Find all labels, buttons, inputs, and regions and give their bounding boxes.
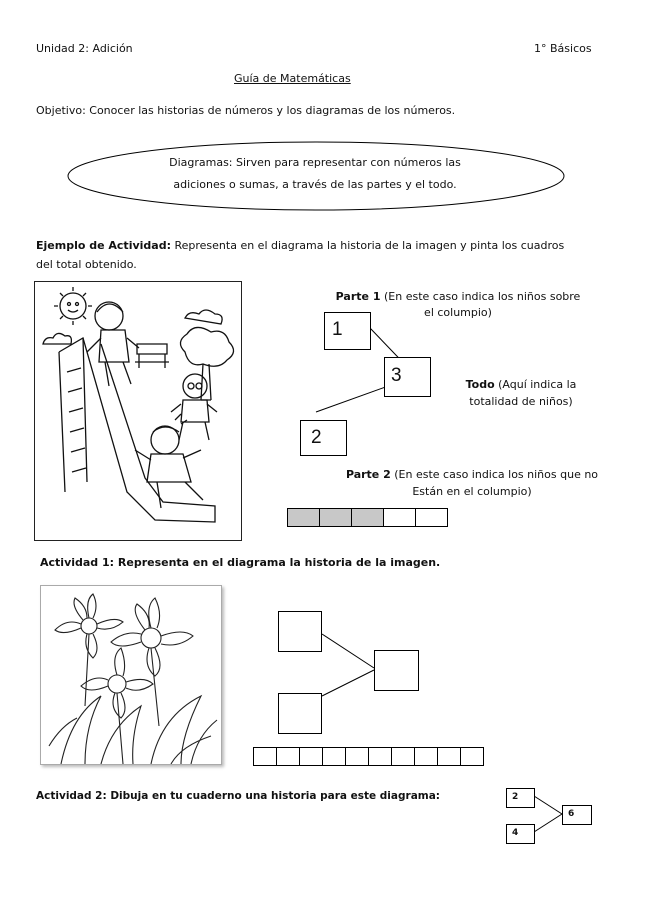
- strip-cell[interactable]: [351, 508, 384, 527]
- whole-label: Todo: [465, 378, 495, 391]
- part2-desc-1: (En este caso indica los niños que no: [390, 468, 599, 481]
- strip-cell[interactable]: [345, 747, 369, 766]
- activity2-part1-value: 2: [512, 792, 519, 802]
- strip-cell[interactable]: [287, 508, 320, 527]
- activity2-part2-value: 4: [512, 828, 519, 838]
- activity2-title: Actividad 2: Dibuja en tu cuaderno una historia para este diagrama:: [36, 790, 440, 802]
- activity1-whole-box[interactable]: [374, 650, 419, 691]
- activity2-whole-value: 6: [568, 809, 575, 819]
- example-total-strip: [288, 508, 448, 527]
- whole-desc-2: totalidad de niños): [469, 395, 573, 408]
- activity2-part2-box: [506, 824, 535, 844]
- strip-cell[interactable]: [368, 747, 392, 766]
- part1-box[interactable]: [324, 312, 371, 350]
- unit-title: Unidad 2: Adición: [36, 42, 133, 55]
- strip-cell[interactable]: [319, 508, 352, 527]
- whole-caption: [446, 376, 596, 410]
- activity1-part1-box[interactable]: [278, 611, 322, 652]
- flowers-image: [40, 585, 222, 765]
- definition-line-2: adiciones o sumas, a través de las partes y el todo.: [173, 178, 457, 191]
- page-title: Guía de Matemáticas: [234, 72, 351, 85]
- flowers-drawing: [41, 586, 221, 764]
- part2-value: 2: [311, 427, 322, 448]
- definition-line-1: Diagramas: Sirven para representar con números las: [169, 156, 461, 169]
- strip-cell[interactable]: [299, 747, 323, 766]
- strip-cell[interactable]: [415, 508, 448, 527]
- strip-cell[interactable]: [460, 747, 484, 766]
- whole-box[interactable]: [384, 357, 431, 397]
- strip-cell[interactable]: [276, 747, 300, 766]
- example-instruction: [36, 236, 616, 274]
- part1-label: Parte 1: [335, 290, 381, 303]
- whole-value: 3: [391, 365, 402, 386]
- example-text-2: del total obtenido.: [36, 258, 137, 271]
- playground-image: [34, 281, 242, 541]
- part2-caption: [324, 466, 620, 500]
- grade-label: 1° Básicos: [534, 42, 592, 55]
- strip-cell[interactable]: [391, 747, 415, 766]
- part1-desc-1: (En este caso indica los niños sobre: [380, 290, 581, 303]
- playground-drawing: [35, 282, 241, 540]
- part1-desc-2: el columpio): [424, 306, 492, 319]
- activity1-diagram-lines: [320, 630, 380, 710]
- whole-desc-1: (Aquí indica la: [494, 378, 577, 391]
- strip-cell[interactable]: [437, 747, 461, 766]
- strip-cell[interactable]: [414, 747, 438, 766]
- activity1-part2-box[interactable]: [278, 693, 322, 734]
- part1-value: 1: [332, 319, 343, 340]
- example-label: Ejemplo de Actividad:: [36, 239, 171, 252]
- part2-desc-2: Están en el columpio): [412, 485, 532, 498]
- example-text-1: Representa en el diagrama la historia de la imagen y pinta los cuadros: [170, 239, 565, 252]
- strip-cell[interactable]: [322, 747, 346, 766]
- activity2-part1-box: [506, 788, 535, 808]
- activity1-total-strip: [254, 747, 484, 766]
- part2-box[interactable]: [300, 420, 347, 456]
- activity1-title: Actividad 1: Representa en el diagrama la historia de la imagen.: [40, 556, 441, 569]
- objective-text: Objetivo: Conocer las historias de números y los diagramas de los números.: [36, 104, 456, 117]
- definition-box: [100, 152, 530, 196]
- activity2-whole-box: [562, 805, 592, 825]
- part2-label: Parte 2: [345, 468, 391, 481]
- strip-cell[interactable]: [253, 747, 277, 766]
- strip-cell[interactable]: [383, 508, 416, 527]
